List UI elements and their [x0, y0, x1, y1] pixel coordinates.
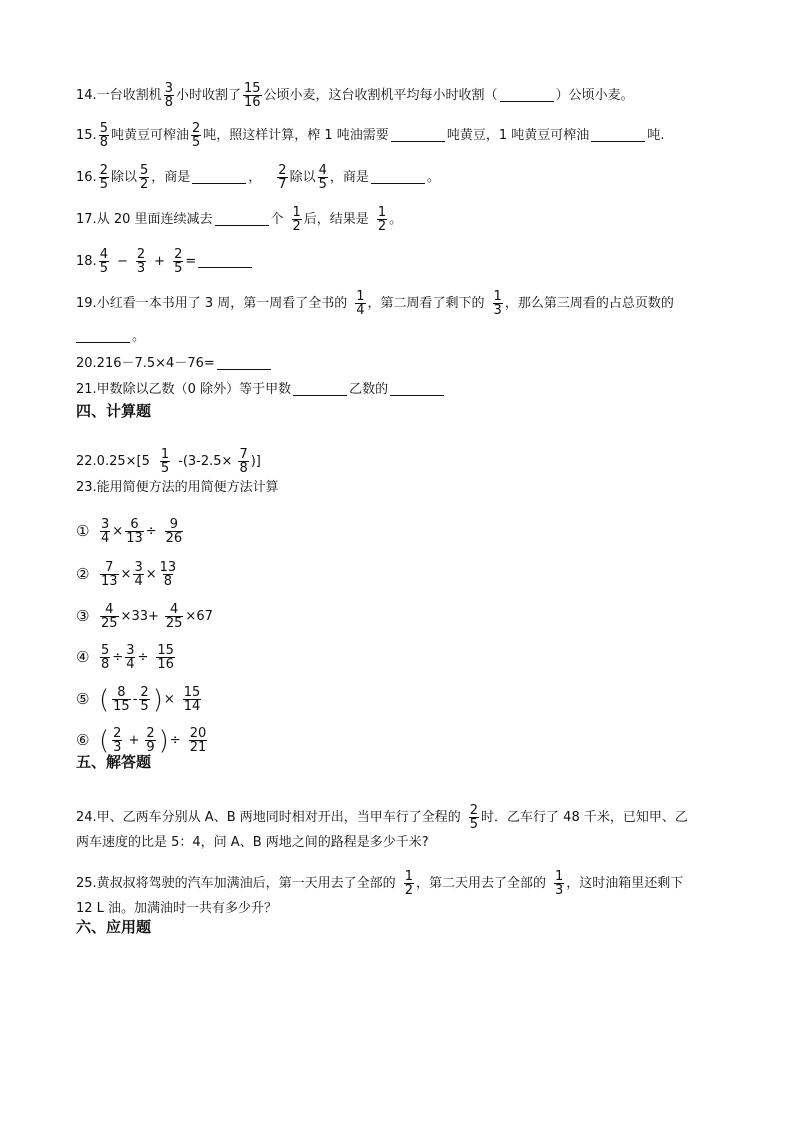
section-heading-4: 四、计算题	[76, 402, 152, 420]
section-heading-5: 五、解答题	[76, 753, 152, 771]
question-text: ，第二周看了剩下的	[367, 296, 485, 311]
question-text: 24.甲、乙两车分别从 A、B 两地同时相对开出，当甲车行了全程的	[76, 810, 461, 825]
operator: +	[154, 254, 166, 269]
question-15	[76, 122, 724, 149]
answer-blank[interactable]	[215, 214, 269, 226]
question-text: 后，结果是	[303, 212, 369, 227]
operator: ÷	[169, 733, 181, 748]
question-text: 12 L 油。加满油时一共有多少升？	[76, 901, 278, 916]
operator: =	[185, 254, 197, 269]
left-paren: (	[99, 684, 110, 715]
question-text: 。	[389, 212, 403, 227]
operator: ×	[163, 692, 175, 707]
fraction: $\frac{2}{5}$	[191, 121, 201, 150]
calc-item-1	[76, 518, 724, 545]
question-text: ，	[248, 170, 262, 185]
fraction: $\frac{6}{13}$	[126, 517, 143, 546]
answer-blank[interactable]	[217, 358, 271, 370]
fraction: $\frac{1}{2}$	[292, 205, 301, 234]
operator: -	[132, 692, 138, 707]
fraction: $\frac{8}{15}$	[113, 685, 130, 714]
question-text: 22.0.25×[5	[76, 454, 150, 469]
question-number: 17.	[76, 212, 97, 227]
fraction: $\frac{1}{3}$	[554, 869, 564, 898]
question-16	[76, 164, 724, 191]
item-mark: ②	[76, 565, 90, 583]
fraction: $\frac{9}{26}$	[165, 517, 183, 546]
item-mark: ③	[76, 607, 90, 625]
answer-blank[interactable]	[591, 130, 645, 142]
operator: ×33+	[120, 609, 159, 624]
question-25	[76, 870, 724, 897]
item-mark: ④	[76, 648, 90, 666]
question-text: 25.黄叔叔将驾驶的汽车加满油后，第一天用去了全部的	[76, 876, 396, 891]
question-text: 从 20 里面连续减去	[96, 212, 213, 227]
question-text: ，商是	[151, 170, 191, 185]
question-20	[76, 357, 724, 370]
question-text: 一台收割机	[96, 88, 162, 103]
question-text: -(3-2.5×	[178, 454, 233, 469]
operator: ÷	[112, 650, 124, 665]
fraction: $\frac{20}{21}$	[189, 726, 207, 755]
question-number: 19.	[76, 296, 97, 311]
question-text: 吨黄豆可榨油	[110, 128, 189, 143]
question-text: ，那么第三周看的占总页数的	[504, 296, 674, 311]
question-number: 18.	[76, 254, 97, 269]
question-text: 小时收割了	[175, 88, 241, 103]
question-17	[76, 206, 724, 233]
fraction: $\frac{7}{8}$	[239, 447, 248, 476]
fraction: $\frac{1}{2}$	[377, 205, 387, 234]
operator: ÷	[145, 524, 157, 539]
calc-item-5	[76, 686, 724, 713]
answer-blank[interactable]	[76, 331, 130, 343]
question-18	[76, 248, 724, 275]
fraction: $\frac{7}{13}$	[101, 560, 118, 589]
calc-item-2	[76, 561, 724, 588]
fraction: $\frac{4}{5}$	[99, 247, 108, 276]
question-25-continued	[76, 902, 724, 915]
answer-blank[interactable]	[192, 172, 246, 184]
operator: ×	[120, 567, 132, 582]
fraction: $\frac{3}{4}$	[126, 643, 135, 672]
operator: ×	[112, 524, 124, 539]
answer-blank[interactable]	[500, 90, 554, 102]
question-19	[76, 290, 724, 317]
fraction: $\frac{5}{2}$	[139, 163, 149, 192]
question-text: 吨黄豆，1 吨黄豆可榨油	[446, 128, 590, 143]
operator: ×	[145, 567, 157, 582]
fraction: $\frac{2}{9}$	[146, 726, 155, 755]
question-text: ，第二天用去了全部的	[415, 876, 546, 891]
fraction: $\frac{5}{8}$	[101, 643, 110, 672]
right-paren: )	[158, 725, 169, 756]
calc-item-6	[76, 727, 724, 754]
question-text: ，商是	[329, 170, 369, 185]
section-heading-6: 六、应用题	[76, 918, 152, 936]
question-text: 20.216－7.5×4－76=	[76, 356, 215, 371]
fraction: $\frac{1}{4}$	[356, 289, 365, 318]
item-mark: ①	[76, 522, 90, 540]
question-text: 除以	[289, 170, 316, 185]
question-text: 23.能用简便方法的用简便方法计算	[76, 480, 279, 495]
question-text: 21.甲数除以乙数（0 除外）等于甲数	[76, 382, 292, 397]
answer-blank[interactable]	[391, 130, 445, 142]
operator: ÷	[137, 650, 149, 665]
question-text: 吨，照这样计算，榨 1 吨油需要	[203, 128, 389, 143]
question-number: 16.	[76, 170, 97, 185]
fraction: $\frac{3}{4}$	[101, 517, 110, 546]
question-text: ，这时油箱里还剩下	[566, 876, 684, 891]
answer-blank[interactable]	[390, 384, 444, 396]
fraction: $\frac{13}{8}$	[159, 560, 177, 589]
left-paren: (	[99, 725, 110, 756]
answer-blank[interactable]	[371, 172, 425, 184]
question-23-title	[76, 481, 724, 494]
fraction: $\frac{2}{3}$	[113, 726, 122, 755]
question-number: 15.	[76, 128, 97, 143]
question-text: 个	[270, 212, 284, 227]
fraction: $\frac{1}{2}$	[404, 869, 413, 898]
question-text: 。	[426, 170, 440, 185]
answer-blank[interactable]	[293, 384, 347, 396]
question-text: 时．乙车行了 48 千米，已知甲、乙	[481, 810, 688, 825]
question-24-continued	[76, 836, 724, 849]
fraction: $\frac{2}{3}$	[136, 247, 146, 276]
calc-item-3	[76, 603, 724, 630]
right-paren: )	[152, 684, 163, 715]
fraction: $\frac{15}{16}$	[244, 81, 261, 110]
operator: ×67	[185, 609, 213, 624]
answer-blank[interactable]	[198, 256, 252, 268]
fraction: $\frac{15}{14}$	[183, 685, 201, 714]
fraction: $\frac{4}{25}$	[101, 602, 118, 631]
question-number: 14.	[76, 88, 97, 103]
question-text: 吨.	[647, 128, 665, 143]
calc-item-4	[76, 644, 724, 671]
fraction: $\frac{1}{3}$	[493, 289, 502, 318]
question-text: ）公顷小麦。	[555, 88, 634, 103]
item-mark: ⑥	[76, 731, 90, 749]
question-21	[76, 383, 724, 396]
question-24	[76, 804, 724, 831]
question-text: 小红看一本书用了 3 周，第一周看了全书的	[96, 296, 348, 311]
question-text: 两车速度的比是 5：4，问 A、B 两地之间的路程是多少千米?	[76, 835, 429, 850]
fraction: $\frac{4}{5}$	[318, 163, 327, 192]
fraction: $\frac{2}{5}$	[99, 163, 108, 192]
fraction: $\frac{1}{5}$	[160, 447, 170, 476]
fraction: $\frac{3}{4}$	[134, 560, 143, 589]
operator: −	[116, 254, 128, 269]
question-22	[76, 448, 724, 475]
fraction: $\frac{2}{5}$	[174, 247, 183, 276]
fraction: $\frac{2}{5}$	[469, 803, 479, 832]
question-text: 。	[132, 329, 146, 344]
fraction: $\frac{15}{16}$	[157, 643, 174, 672]
question-text: 除以	[110, 170, 137, 185]
fraction: $\frac{3}{8}$	[164, 81, 173, 110]
question-text: 公顷小麦，这台收割机平均每小时收割（	[263, 88, 498, 103]
fraction: $\frac{4}{25}$	[165, 602, 183, 631]
question-14	[76, 82, 724, 109]
question-19-continued	[76, 330, 724, 343]
item-mark: ⑤	[76, 690, 90, 708]
fraction: $\frac{5}{8}$	[99, 121, 108, 150]
operator: +	[128, 733, 140, 748]
question-text: 乙数的	[349, 382, 389, 397]
fraction: $\frac{2}{5}$	[140, 685, 149, 714]
fraction: $\frac{2}{7}$	[278, 163, 287, 192]
question-text: )]	[250, 454, 261, 469]
